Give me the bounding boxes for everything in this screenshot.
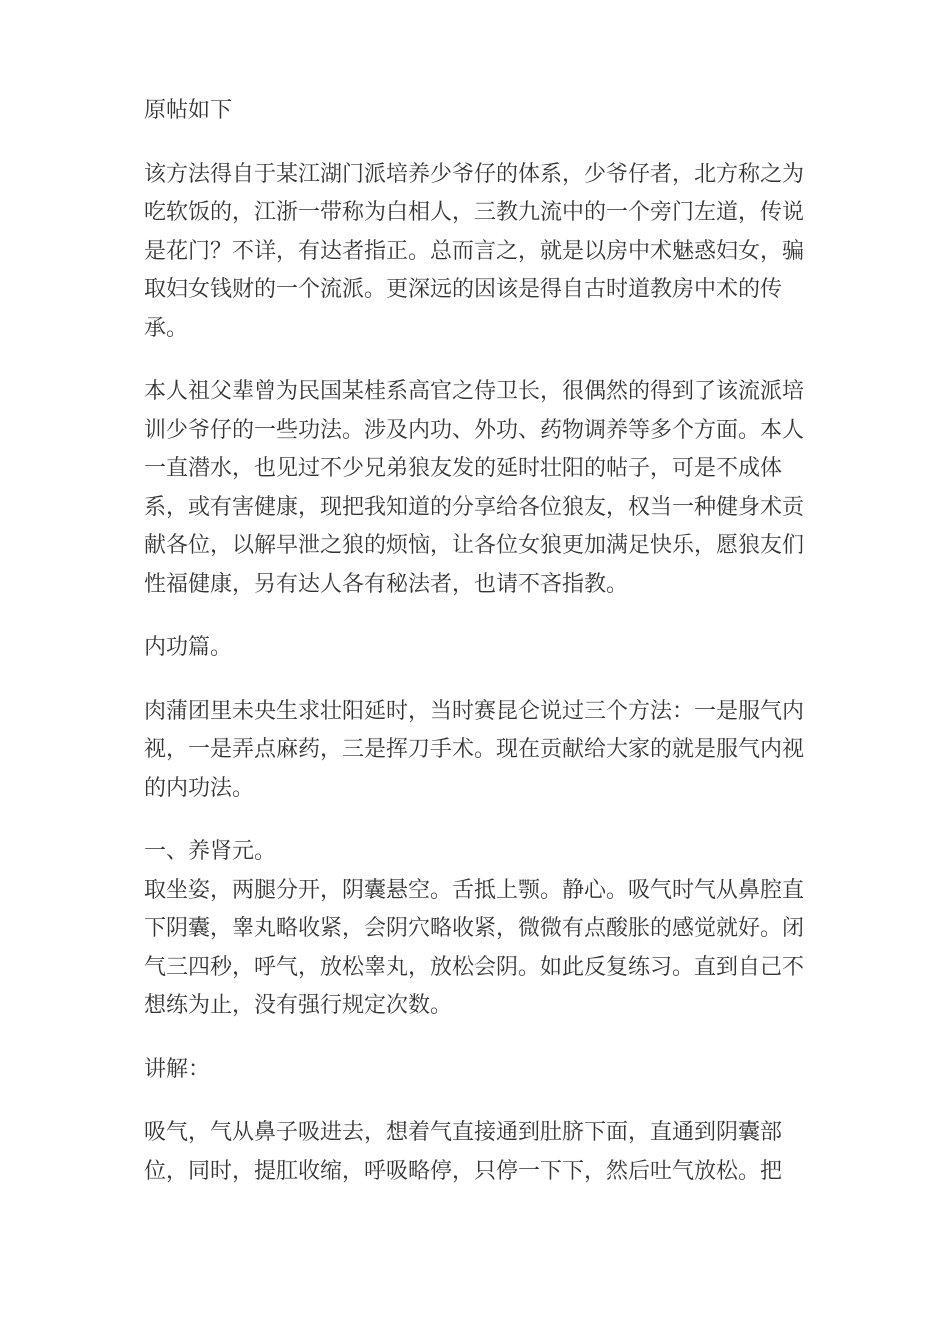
document-body [144,92,816,1216]
paragraph-author-background: 本人祖父辈曾为民国某桂系高官之侍卫长，很偶然的得到了该流派培训少爷仔的一些功法。涉及内功、外功、药物调养等多个方面。本人一直潜水，也见过不少兄弟狼友发的延时壮阳的帖子，可是不成体系，或有害健康，现把我知道的分享给各位狼友，权当一种健身术贡献各位，以解早泄之狼的烦恼，让各位女狼更加满足快乐，愿狼友们性福健康，另有达人各有秘法者，也请不吝指教。 [144,379,805,597]
subsection-heading-step-one: 一、养肾元。 [144,839,277,864]
section-heading-inner-practice: 内功篇。 [144,635,233,660]
paragraph-method-origin: 该方法得自于某江湖门派培养少爷仔的体系，少爷仔者，北方称之为吃软饭的，江浙一带称为白相人，三教九流中的一个旁门左道，传说是花门？不详，有达者指正。总而言之，就是以房中术魅惑妇女，骗取妇女钱财的一个流派。更深远的因该是得自古时道教房中术的传承。 [144,161,805,341]
paragraph-original-post-heading: 原帖如下 [144,98,233,123]
paragraph-step-one-instructions: 取坐姿，两腿分开，阴囊悬空。舌抵上颚。静心。吸气时气从鼻腔直下阴囊，睾丸略收紧，会阴穴略收紧，微微有点酸胀的感觉就好。闭气三四秒，呼气，放松睾丸，放松会阴。如此反复练习。直到自己不想练为止，没有强行规定次数。 [144,877,805,1018]
label-explanation: 讲解： [144,1056,211,1082]
paragraph-three-methods: 肉蒲团里未央生求壮阳延时，当时赛昆仑说过三个方法：一是服气内视，一是弄点麻药，三是挥刀手术。现在贡献给大家的就是服气内视的内功法。 [144,698,805,801]
paragraph-explanation-text: 吸气，气从鼻子吸进去，想着气直接通到肚脐下面，直通到阴囊部位，同时，提肛收缩，呼吸略停，只停一下下，然后吐气放松。把 [144,1120,783,1184]
